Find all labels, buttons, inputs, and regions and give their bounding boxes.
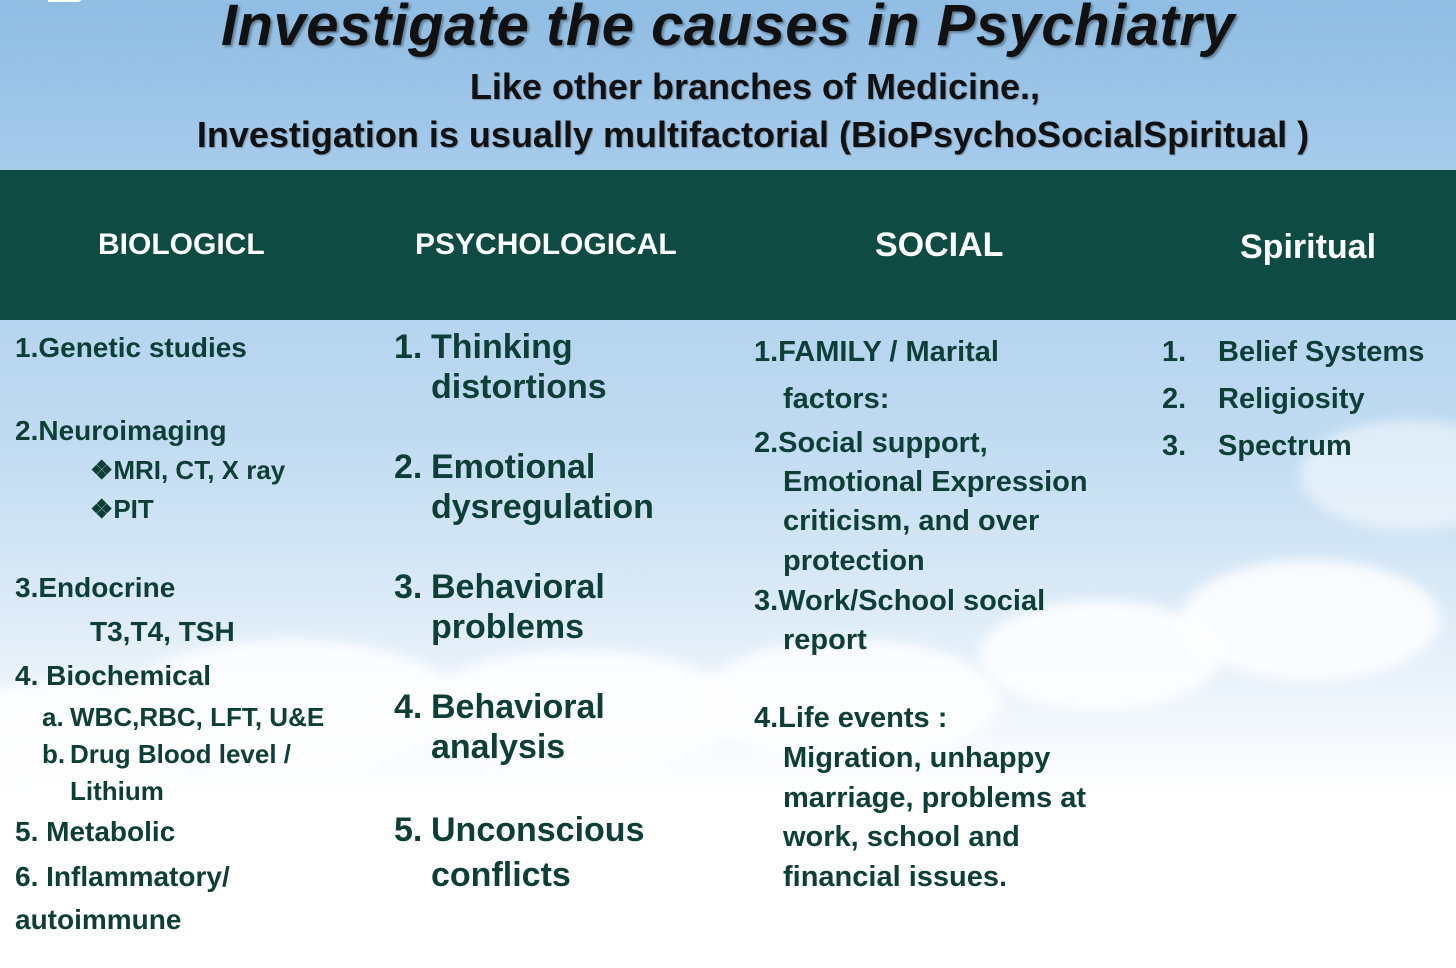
spiritual-religiosity: Religiosity	[1218, 383, 1365, 415]
bio-biochemical-b-line1: Drug Blood level /	[70, 739, 292, 769]
bio-metabolic: 5. Metabolic	[15, 816, 176, 847]
bio-genetic-studies: 1.Genetic studies	[15, 332, 247, 363]
social-life-events-line1: 4.Life events :	[754, 702, 948, 734]
psych-unconscious-line1: Unconscious	[431, 811, 645, 849]
slide-subtitle-line2: Investigation is usually multifactorial (BioPsychoSocialSpiritual )	[196, 114, 1310, 155]
psych-emotional-line2: dysregulation	[431, 488, 654, 526]
social-support-line2: Emotional Expression	[783, 466, 1088, 498]
bio-mri-ct-xray: MRI, CT, X ray	[113, 455, 286, 485]
spiritual-belief-systems: Belief Systems	[1218, 336, 1425, 368]
social-work-line1: 3.Work/School social	[754, 585, 1046, 617]
header-spiritual: Spiritual	[1240, 228, 1377, 266]
bio-biochemical-b-marker: b.	[42, 739, 66, 769]
social-work-line2: report	[783, 624, 867, 656]
header-biological: BIOLOGICL	[98, 228, 265, 261]
psych-item1-number: 1.	[394, 328, 423, 366]
bio-pit: PIT	[113, 494, 154, 524]
psych-behavioral-problems-line1: Behavioral	[431, 568, 605, 606]
social-support-line4: protection	[783, 545, 925, 577]
bio-endocrine-sub: T3,T4, TSH	[90, 616, 235, 647]
social-support-line1: 2.Social support,	[754, 427, 988, 459]
bio-neuroimaging-sub1	[90, 455, 285, 486]
spiritual-spectrum: Spectrum	[1218, 430, 1352, 462]
bio-biochemical-a: WBC,RBC, LFT, U&E	[70, 702, 325, 732]
diamond-bullet-icon: ❖	[90, 455, 114, 485]
psych-behavioral-analysis-line1: Behavioral	[431, 688, 605, 726]
slide-subtitle-line1: Like other branches of Medicine.,	[469, 66, 1041, 107]
social-column	[750, 320, 1150, 960]
bio-biochemical-a-marker: a.	[42, 702, 64, 732]
psych-thinking-line2: distortions	[431, 368, 607, 406]
psych-unconscious-line2: conflicts	[431, 856, 571, 894]
social-life-events-line5: financial issues.	[783, 861, 1008, 893]
social-life-events-line4: work, school and	[783, 821, 1020, 853]
bio-biochemical: 4. Biochemical	[15, 660, 212, 691]
spiritual-item1-number: 1.	[1162, 336, 1187, 368]
psych-item4-number: 4.	[394, 688, 423, 726]
bio-inflammatory-line1: 6. Inflammatory/	[15, 861, 230, 892]
social-family-line2: factors:	[783, 383, 890, 415]
bio-endocrine: 3.Endocrine	[15, 572, 176, 603]
psych-emotional-line1: Emotional	[431, 448, 596, 486]
spiritual-item2-number: 2.	[1162, 383, 1187, 415]
social-life-events-line3: marriage, problems at	[783, 782, 1086, 814]
slide-title: Investigate the causes in Psychiatry	[220, 0, 1236, 58]
header-psychological: PSYCHOLOGICAL	[415, 228, 677, 261]
psych-item5-number: 5.	[394, 811, 423, 849]
spiritual-item3-number: 3.	[1162, 430, 1187, 462]
psychological-column	[380, 320, 750, 960]
biological-column	[0, 320, 380, 960]
social-life-events-line2: Migration, unhappy	[783, 742, 1051, 774]
bio-neuroimaging: 2.Neuroimaging	[15, 415, 227, 446]
social-family-line1: 1.FAMILY / Marital	[754, 336, 999, 368]
header-social: SOCIAL	[875, 226, 1004, 264]
bio-neuroimaging-sub2	[90, 494, 154, 525]
spiritual-column	[1150, 320, 1456, 620]
psych-item2-number: 2.	[394, 448, 423, 486]
bio-biochemical-b-line2: Lithium	[70, 776, 164, 806]
psych-thinking-line1: Thinking	[431, 328, 573, 366]
psych-item3-number: 3.	[394, 568, 423, 606]
psych-behavioral-analysis-line2: analysis	[431, 728, 566, 766]
diamond-bullet-icon: ❖	[90, 494, 114, 524]
psych-behavioral-problems-line2: problems	[431, 608, 585, 646]
bio-inflammatory-line2: autoimmune	[15, 904, 182, 935]
social-support-line3: criticism, and over	[783, 505, 1040, 537]
